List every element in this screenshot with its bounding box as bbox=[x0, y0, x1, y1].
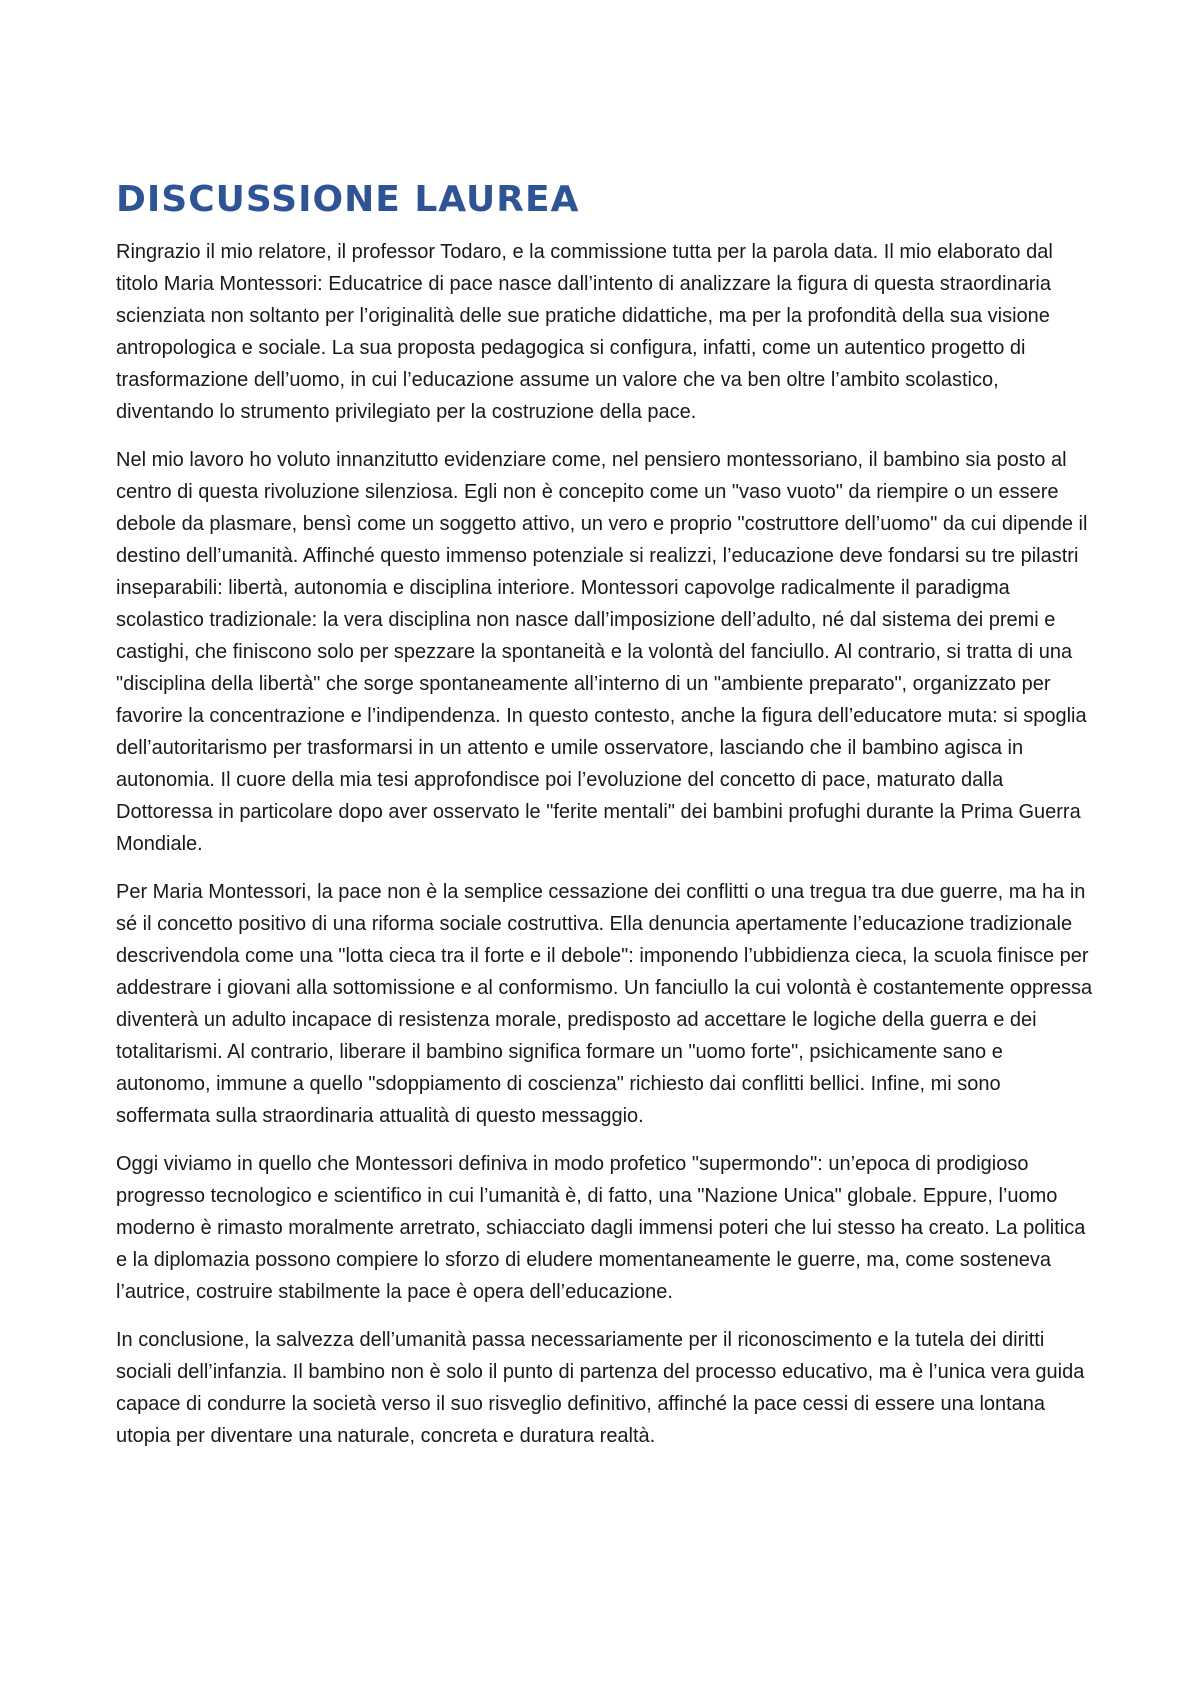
document-page bbox=[116, 178, 1096, 1468]
paragraph-2: Nel mio lavoro ho voluto innanzitutto evidenziare come, nel pensiero montessoriano, il bambino sia posto al centro di questa rivoluzione silenziosa. Egli non è concepito come un "vaso vuoto" da riempire o un essere debole da plasmare, bensì come un soggetto attivo, un vero e proprio "costruttore dell’uomo" da cui dipende il destino dell’umanità. Affinché questo immenso potenziale si realizzi, l’educazione deve fondarsi su tre pilastri inseparabili: libertà, autonomia e disciplina interiore. Montessori capovolge radicalmente il paradigma scolastico tradizionale: la vera disciplina non nasce dall’imposizione dell’adulto, né dal sistema dei premi e castighi, che finiscono solo per spezzare la spontaneità e la volontà del fanciullo. Al contrario, si tratta di una "disciplina della libertà" che sorge spontaneamente all’interno di un "ambiente preparato", organizzato per favorire la concentrazione e l’indipendenza. In questo contesto, anche la figura dell’educatore muta: si spoglia dell’autoritarismo per trasformarsi in un attento e umile osservatore, lasciando che il bambino agisca in autonomia. Il cuore della mia tesi approfondisce poi l’evoluzione del concetto di pace, maturato dalla Dottoressa in particolare dopo aver osservato le "ferite mentali" dei bambini profughi durante la Prima Guerra Mondiale. bbox=[116, 449, 1088, 855]
paragraph-4: Oggi viviamo in quello che Montessori definiva in modo profetico "supermondo": un’epoca di prodigioso progresso tecnologico e scientifico in cui l’umanità è, di fatto, una "Nazione Unica" globale. Eppure, l’uomo moderno è rimasto moralmente arretrato, schiacciato dagli immensi poteri che lui stesso ha creato. La politica e la diplomazia possono compiere lo sforzo di eludere momentaneamente le guerre, ma, come sosteneva l’autrice, costruire stabilmente la pace è opera dell’educazione. bbox=[116, 1153, 1086, 1303]
document-title: DISCUSSIONE LAUREA bbox=[116, 179, 580, 220]
paragraph-1: Ringrazio il mio relatore, il professor Todaro, e la commissione tutta per la parola data. Il mio elaborato dal titolo Maria Montessori: Educatrice di pace nasce dall’intento di analizzare la figura di questa straordinaria scienziata non soltanto per l’originalità delle sue pratiche didattiche, ma per la profondità della sua visione antropologica e sociale. La sua proposta pedagogica si configura, infatti, come un autentico progetto di trasformazione dell’uomo, in cui l’educazione assume un valore che va ben oltre l’ambito scolastico, diventando lo strumento privilegiato per la costruzione della pace. bbox=[116, 241, 1053, 423]
paragraph-5: In conclusione, la salvezza dell’umanità passa necessariamente per il riconoscimento e la tutela dei diritti sociali dell’infanzia. Il bambino non è solo il punto di partenza del processo educativo, ma è l’unica vera guida capace di condurre la società verso il suo risveglio definitivo, affinché la pace cessi di essere una lontana utopia per diventare una naturale, concreta e duratura realtà. bbox=[116, 1329, 1085, 1447]
paragraph-3: Per Maria Montessori, la pace non è la semplice cessazione dei conflitti o una tregua tra due guerre, ma ha in sé il concetto positivo di una riforma sociale costruttiva. Ella denuncia apertamente l’educazione tradizionale descrivendola come una "lotta cieca tra il forte e il debole": imponendo l’ubbidienza cieca, la scuola finisce per addestrare i giovani alla sottomissione e al conformismo. Un fanciullo la cui volontà è costantemente oppressa diventerà un adulto incapace di resistenza morale, predisposto ad accettare le logiche della guerra e dei totalitarismi. Al contrario, liberare il bambino significa formare un "uomo forte", psichicamente sano e autonomo, immune a quello "sdoppiamento di coscienza" richiesto dai conflitti bellici. Infine, mi sono soffermata sulla straordinaria attualità di questo messaggio. bbox=[116, 881, 1093, 1127]
